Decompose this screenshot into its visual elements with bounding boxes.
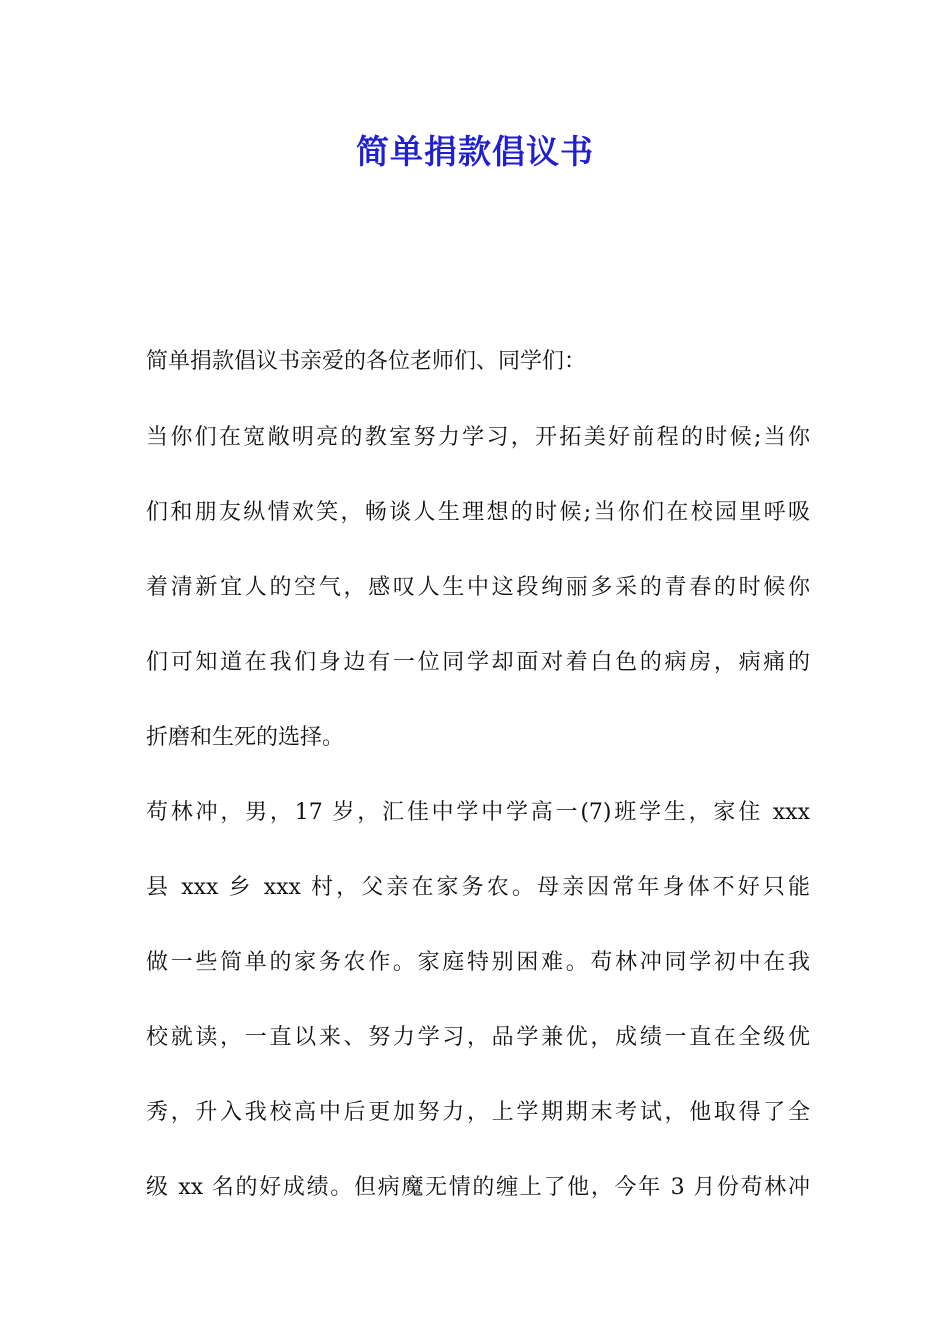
body-line: 苟林冲，男，17 岁，汇佳中学中学高一(7)班学生，家住 xxx bbox=[146, 800, 810, 825]
body-line: 着清新宜人的空气，感叹人生中这段绚丽多采的青春的时候你 bbox=[146, 575, 810, 600]
body-line: 级 xx 名的好成绩。但病魔无情的缠上了他，今年 3 月份苟林冲 bbox=[146, 1175, 810, 1200]
body-line: 县 xxx 乡 xxx 村，父亲在家务农。母亲因常年身体不好只能 bbox=[146, 875, 810, 900]
document-title: 简单捐款倡议书 bbox=[356, 132, 594, 171]
body-line: 秀，升入我校高中后更加努力，上学期期末考试，他取得了全 bbox=[146, 1100, 810, 1125]
body-line: 们可知道在我们身边有一位同学却面对着白色的病房，病痛的 bbox=[146, 650, 810, 675]
body-line: 做一些简单的家务农作。家庭特别困难。苟林冲同学初中在我 bbox=[146, 950, 810, 975]
salutation-line: 简单捐款倡议书亲爱的各位老师们、同学们： bbox=[146, 349, 587, 374]
document-body bbox=[146, 336, 810, 1214]
body-line: 校就读，一直以来、努力学习，品学兼优，成绩一直在全级优 bbox=[146, 1025, 810, 1050]
body-line: 当你们在宽敞明亮的教室努力学习，开拓美好前程的时候;当你 bbox=[146, 425, 810, 450]
body-line: 折磨和生死的选择。 bbox=[146, 725, 345, 750]
body-line: 们和朋友纵情欢笑，畅谈人生理想的时候;当你们在校园里呼吸 bbox=[146, 500, 810, 525]
